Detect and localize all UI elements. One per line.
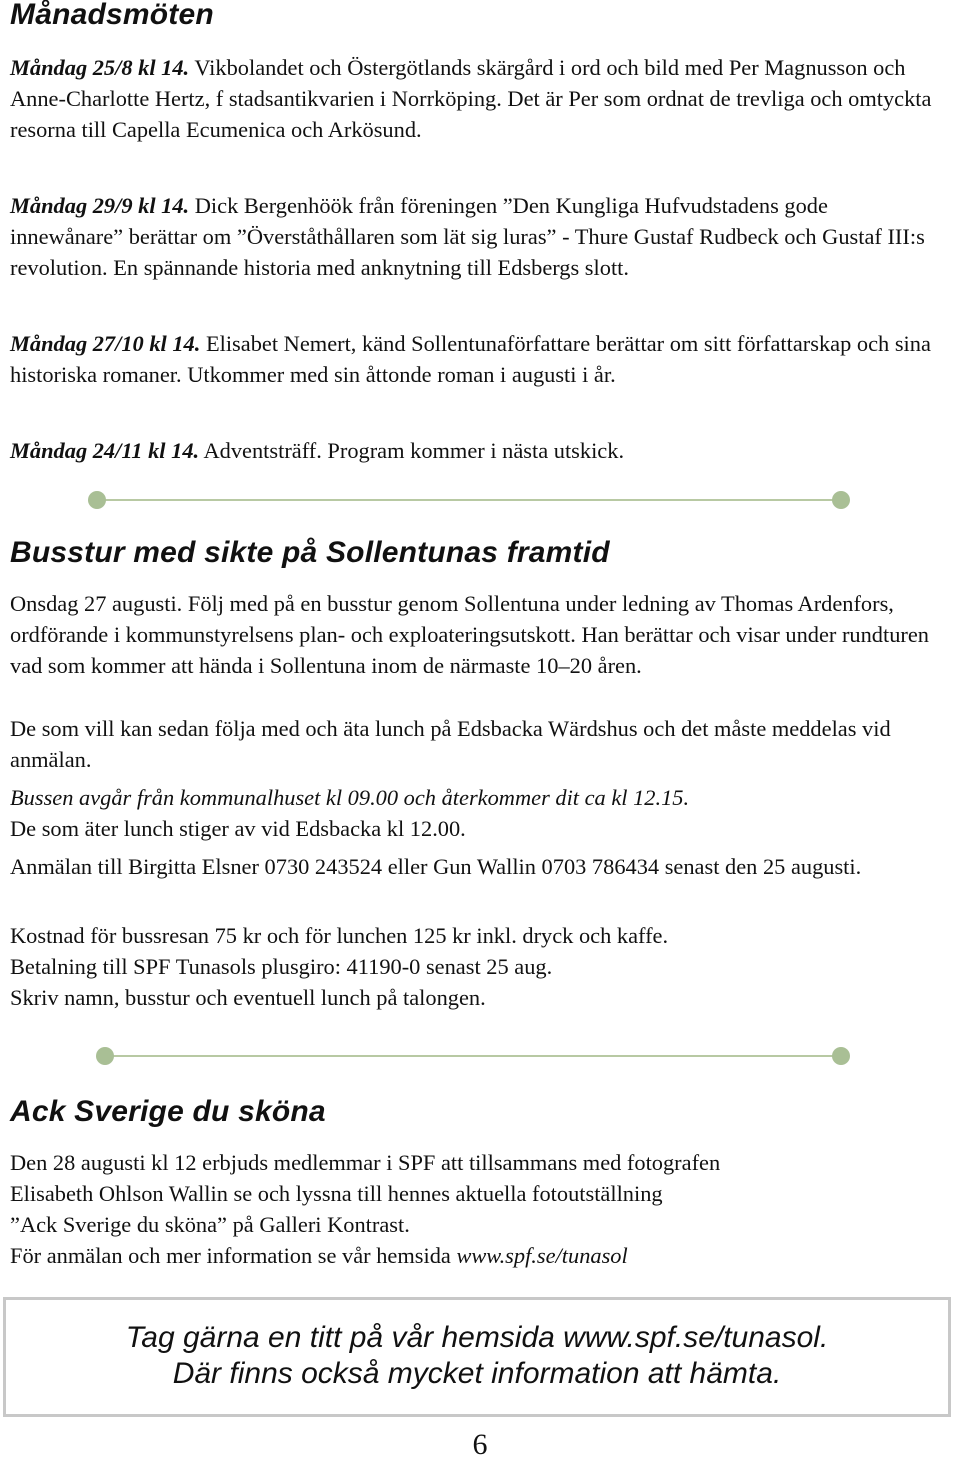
- section-divider: [96, 1044, 850, 1068]
- payment-line: Betalning till SPF Tunasols plusgiro: 41190-0 senast 25 aug.: [10, 954, 553, 979]
- busstur-cost: [10, 920, 945, 1013]
- meeting-date: Måndag 24/11 kl 14.: [10, 438, 200, 463]
- section-title-busstur: Busstur med sikte på Sollentunas framtid: [10, 536, 610, 569]
- divider-dot: [832, 1047, 850, 1065]
- ack-line: Den 28 augusti kl 12 erbjuds medlemmar i SPF att tillsammans med fotografen: [10, 1150, 721, 1175]
- box-line: Där finns också mycket information att hämta.: [172, 1357, 782, 1390]
- departure-italic: Bussen avgår från kommunalhuset kl 09.00 och återkommer dit ca kl 12.15.: [10, 785, 690, 810]
- busstur-paragraph: Onsdag 27 augusti. Följ med på en busstur genom Sollentuna under ledning av Thomas Ardenfors, ordförande i kommunstyrelsens plan- och exploateringsutskott. Han berättar och visar under rundturen vad som kommer att hända i Sollentuna inom de närmaste 10–20 åren.: [10, 591, 929, 678]
- meeting-text: Elisabet Nemert, känd Sollentunaförfattare berättar om sitt författarskap och sina historiska romaner. Utkommer med sin åttonde roman i augusti i år.: [10, 331, 931, 387]
- meeting-item: [10, 328, 945, 390]
- ack-line: ”Ack Sverige du sköna” på Galleri Kontrast.: [10, 1212, 410, 1237]
- meeting-date: Måndag 29/9 kl 14.: [10, 193, 190, 218]
- meeting-item: [10, 52, 945, 145]
- section-title-ack-sverige: Ack Sverige du sköna: [10, 1095, 326, 1128]
- divider-dot: [832, 491, 850, 509]
- divider-dot: [96, 1047, 114, 1065]
- busstur-registration: Anmälan till Birgitta Elsner 0730 243524 eller Gun Wallin 0703 786434 senast den 25 augusti.: [10, 854, 862, 879]
- meeting-text: Dick Bergenhöök från föreningen ”Den Kungliga Hufvudstadens gode innewånare” berättar om ”Överståthållaren som lät sig luras” - Thure Gustaf Rudbeck och Gustaf III:s revolution. En spännande historia med anknytning till Edsbergs slott.: [10, 193, 925, 280]
- departure-lunch: De som äter lunch stiger av vid Edsbacka kl 12.00.: [10, 816, 466, 841]
- meeting-item: [10, 435, 945, 466]
- meeting-text: Adventsträff. Program kommer i nästa utskick.: [199, 438, 625, 463]
- website-link[interactable]: www.spf.se/tunasol: [456, 1243, 628, 1268]
- page-number: 6: [472, 1428, 488, 1461]
- website-info-box: [3, 1297, 951, 1417]
- ack-line: För anmälan och mer information se vår hemsida: [10, 1243, 457, 1268]
- meeting-date: Måndag 27/10 kl 14.: [10, 331, 201, 356]
- section-title-manadsmoten: Månadsmöten: [10, 0, 214, 31]
- meeting-date: Måndag 25/8 kl 14.: [10, 55, 190, 80]
- busstur-paragraph: De som vill kan sedan följa med och äta lunch på Edsbacka Wärdshus och det måste meddelas vid anmälan.: [10, 716, 891, 772]
- ack-paragraph: [10, 1147, 945, 1271]
- box-line: Tag gärna en titt på vår hemsida www.spf.se/tunasol.: [125, 1321, 829, 1354]
- ack-line: Elisabeth Ohlson Wallin se och lyssna till hennes aktuella fotoutställning: [10, 1181, 663, 1206]
- divider-dot: [88, 491, 106, 509]
- meeting-item: [10, 190, 945, 283]
- section-divider: [88, 488, 850, 512]
- meeting-text: Vikbolandet och Östergötlands skärgård i ord och bild med Per Magnusson och Anne-Charlotte Hertz, f stadsantikvarien i Norrköping. Det är Per som ordnat de trevliga och omtyckta resorna till Capella Ecumenica och Arkösund.: [10, 55, 932, 142]
- busstur-departure: [10, 782, 945, 844]
- talong-line: Skriv namn, busstur och eventuell lunch på talongen.: [10, 985, 486, 1010]
- cost-line: Kostnad för bussresan 75 kr och för lunchen 125 kr inkl. dryck och kaffe.: [10, 923, 669, 948]
